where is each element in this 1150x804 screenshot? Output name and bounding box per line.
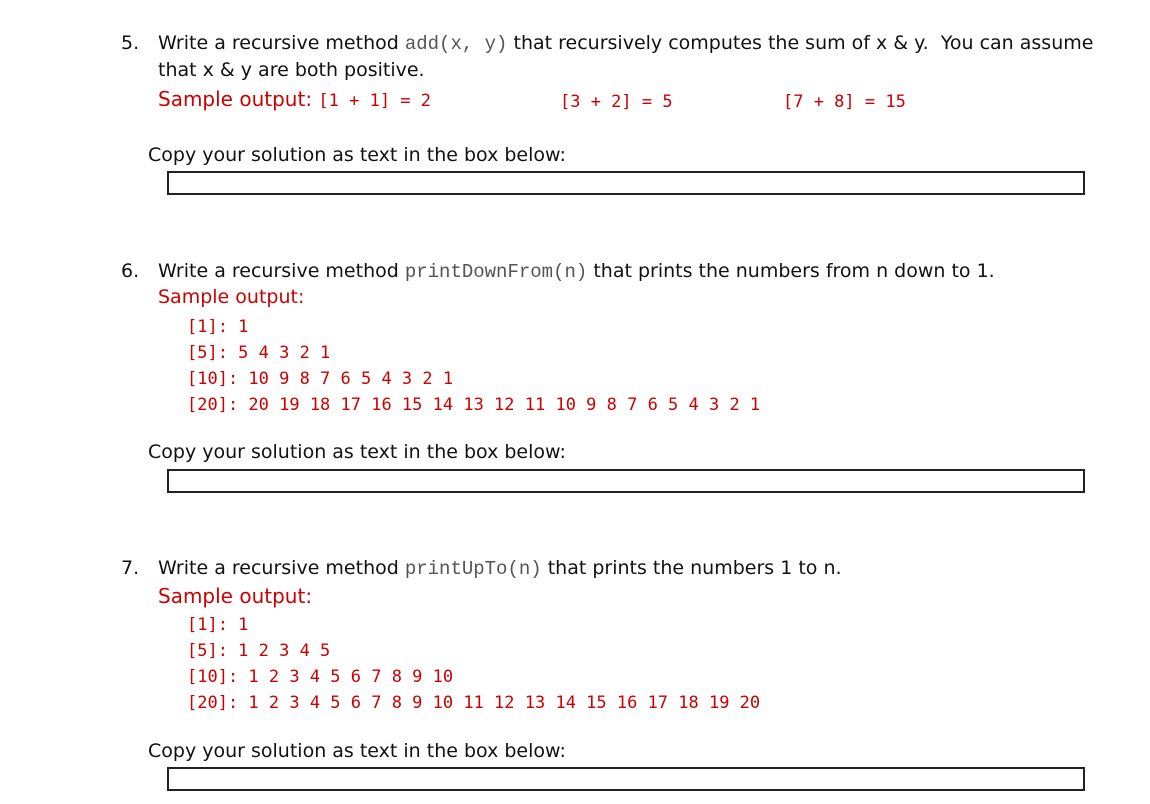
sample-line: [1]: 1: [187, 317, 249, 337]
prompt-text: that prints the numbers from n down to 1.: [587, 260, 995, 282]
question-number: 5.: [121, 32, 140, 54]
copy-solution-label: Copy your solution as text in the box below:: [148, 740, 566, 762]
sample-output: [187, 314, 760, 418]
sample-line: [5]: 1 2 3 4 5: [187, 641, 331, 661]
prompt-text: that recursively computes the sum of x & y. You can assume: [507, 32, 1094, 54]
sample-line: [20]: 20 19 18 17 16 15 14 13 12 11 10 9 8 7 6 5 4 3 2 1: [187, 395, 761, 415]
sample-output: [158, 87, 431, 111]
sample-output-label: Sample output:: [158, 286, 305, 308]
question-number: 7.: [121, 557, 140, 579]
prompt-text: Write a recursive method: [158, 557, 405, 579]
sample-line: [3 + 2] = 5: [560, 92, 673, 112]
sample-output-label: Sample output:: [158, 584, 313, 608]
prompt-text: Write a recursive method: [158, 260, 405, 282]
sample-line: [10]: 1 2 3 4 5 6 7 8 9 10: [187, 667, 454, 687]
answer-input-q6[interactable]: [167, 469, 1085, 493]
sample-line: [10]: 10 9 8 7 6 5 4 3 2 1: [187, 369, 454, 389]
prompt-text: Write a recursive method: [158, 32, 405, 54]
question-prompt: [158, 555, 842, 583]
method-signature: printDownFrom(n): [404, 261, 588, 283]
sample-line: [1 + 1] = 2: [318, 91, 432, 111]
sample-line: [7 + 8] = 15: [783, 92, 906, 112]
sample-line: [5]: 5 4 3 2 1: [187, 343, 331, 363]
answer-input-q7[interactable]: [167, 767, 1085, 791]
sample-line: [1]: 1: [187, 615, 249, 635]
prompt-text: that prints the numbers 1 to n.: [541, 557, 842, 579]
sample-output: [187, 612, 760, 716]
question-prompt: [158, 30, 1093, 58]
answer-input-q5[interactable]: [167, 171, 1085, 195]
question-prompt: [158, 258, 995, 286]
prompt-text-line2: that x & y are both positive.: [158, 59, 425, 81]
copy-solution-label: Copy your solution as text in the box below:: [148, 441, 566, 463]
question-number: 6.: [121, 260, 140, 282]
method-signature: add(x, y): [404, 33, 508, 55]
sample-output-label: Sample output:: [158, 87, 319, 111]
method-signature: printUpTo(n): [404, 558, 542, 580]
copy-solution-label: Copy your solution as text in the box below:: [148, 144, 566, 166]
sample-line: [20]: 1 2 3 4 5 6 7 8 9 10 11 12 13 14 15 16 17 18 19 20: [187, 693, 761, 713]
